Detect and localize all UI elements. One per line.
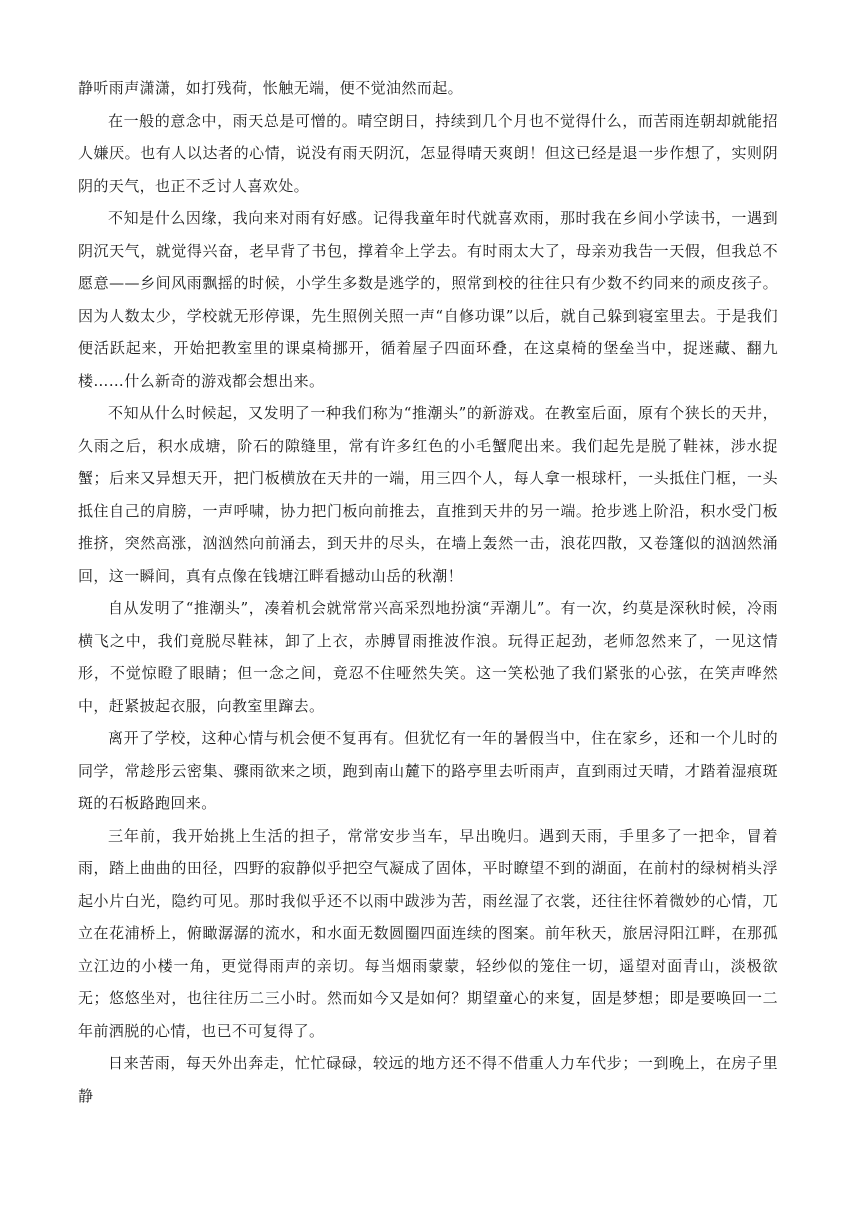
paragraph-childhood-rain: 不知是什么因缘，我向来对雨有好感。记得我童年时代就喜欢雨，那时我在乡间小学读书，一遇到阴沉天气，就觉得兴奋，老早背了书包，撑着伞上学去。有时雨太大了，母亲劝我告一天假，但我总不愿意——乡间风雨飘摇的时候，小学生多数是逃学的，照常到校的往往只有少数不约同来的顽皮孩子。因为人数太少，学校就无形停课，先生照例关照一声“自修功课”以后，就自己躲到寝室里去。于是我们便活跃起来，开始把教室里的课桌椅挪开，循着屋子四面环叠，在这桌椅的堡垒当中，捉迷藏、翻九楼……什么新奇的游戏都会想出来。	[78, 209, 778, 390]
document-page	[78, 72, 778, 1112]
paragraph-push-tide-game: 不知从什么时候起，又发明了一种我们称为“推潮头”的新游戏。在教室后面，原有个狭长的天井，久雨之后，积水成塘，阶石的隙缝里，常有许多红色的小毛蟹爬出来。我们起先是脱了鞋袜，涉水捉蟹；后来又异想天开，把门板横放在天井的一端，用三四个人，每人拿一根球杆，一头抵住门框，一头抵住自己的肩膀，一声呼啸，协力把门板向前推去，直推到天井的另一端。抢步逃上阶沿，积水受门板推挤，突然高涨，汹汹然向前涌去，到天井的尽头，在墙上轰然一击，浪花四散，又卷篷似的汹汹然涌回，这一瞬间，真有点像在钱塘江畔看撼动山岳的秋潮！	[78, 404, 778, 585]
paragraph-continuation: 静听雨声潇潇，如打残荷，怅触无端，便不觉油然而起。	[78, 79, 464, 97]
paragraph-tide-player: 自从发明了“推潮头”，凑着机会就常常兴高采烈地扮演“弄潮儿”。有一次，约莫是深秋时候，冷雨横飞之中，我们竟脱尽鞋袜，卸了上衣，赤膊冒雨推波作浪。玩得正起劲，老师忽然来了，一见这情形，不觉惊瞪了眼睛；但一念之间，竟忍不住哑然失笑。这一笑松弛了我们紧张的心弦，在笑声哗然中，赶紧披起衣服，向教室里蹿去。	[78, 599, 778, 715]
paragraph-recent-rain: 日来苦雨，每天外出奔走，忙忙碌碌，较远的地方还不得不借重人力车代步；一到晚上，在房子里静	[78, 1054, 778, 1105]
paragraph-rainy-days: 在一般的意念中，雨天总是可憎的。晴空朗日，持续到几个月也不觉得什么，而苦雨连朝却就能招人嫌厌。也有人以达者的心情，说没有雨天阴沉，怎显得晴天爽朗！但这已经是退一步作想了，实则阴阴的天气，也正不乏讨人喜欢处。	[78, 111, 778, 195]
paragraph-three-years-ago: 三年前，我开始挑上生活的担子，常常安步当车，早出晚归。遇到天雨，手里多了一把伞，冒着雨，踏上曲曲的田径，四野的寂静似乎把空气凝成了固体，平时瞭望不到的湖面，在前村的绿树梢头浮起小片白光，隐约可见。那时我似乎还不以雨中跋涉为苦，雨丝湿了衣裳，还往往怀着微妙的心情，兀立在花浦桥上，俯瞰潺潺的流水，和水面无数圆圈四面连续的图案。前年秋天，旅居浔阳江畔，在那孤立江边的小楼一角，更觉得雨声的亲切。每当烟雨蒙蒙，轻纱似的笼住一切，遥望对面青山，淡极欲无；悠悠坐对，也往往历二三小时。然而如今又是如何？期望童心的来复，固是梦想；即是要唤回一二年前洒脱的心情，也已不可复得了。	[78, 826, 778, 1040]
paragraph-leaving-school: 离开了学校，这种心情与机会便不复再有。但犹忆有一年的暑假当中，住在家乡，还和一个儿时的同学，常趁彤云密集、骤雨欲来之顷，跑到南山麓下的路亭里去听雨声，直到雨过天晴，才踏着湿痕斑斑的石板路跑回来。	[78, 729, 778, 812]
